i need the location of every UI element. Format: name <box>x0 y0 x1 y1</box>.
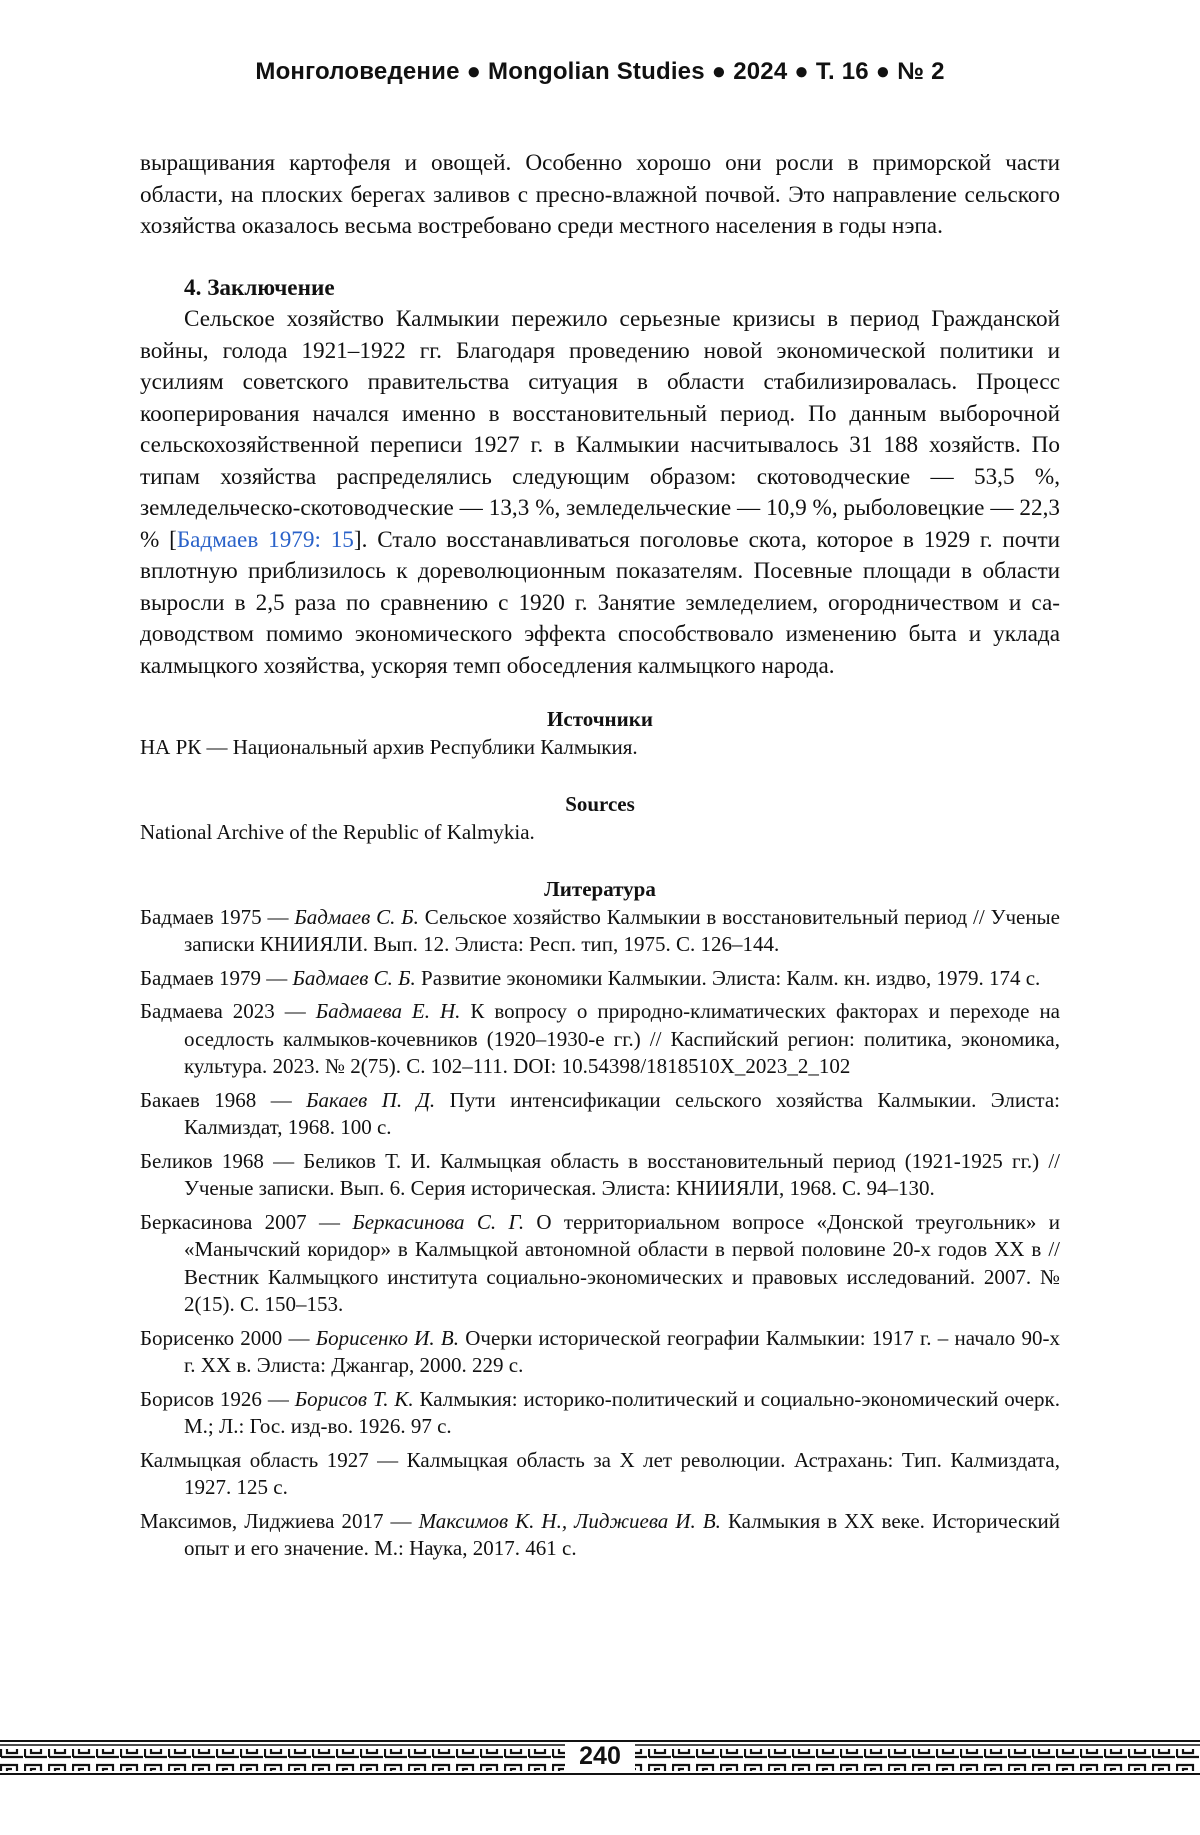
conclusion-paragraph <box>140 304 1060 682</box>
reference-author: Беркасинова С. Г. <box>352 1209 525 1234</box>
reference-key: Бадмаев 1979 — <box>140 965 293 990</box>
reference-text: Беликов Т. И. Калмыцкая область в восстановительный период (1921-1925 гг.) // Ученые записки. Вып. 6. Серия историческая. Элиста: КНИИЯЛИ, 1968. С. 94–130. <box>184 1148 1060 1200</box>
reference-author: Бадмаева Е. Н. <box>315 999 461 1023</box>
sources-en-title: Sources <box>565 792 635 816</box>
running-head: Монголоведение ● Mongolian Studies ● 2024 ● Т. 16 ● № 2 <box>255 58 945 85</box>
sources-en-section <box>140 791 1060 846</box>
reference-list <box>140 904 1060 1563</box>
literature-title: Литература <box>544 877 656 901</box>
reference-author: Бакаев П. Д. <box>306 1087 436 1112</box>
reference-text: Сельское хозяйство Калмыкии в восстановительный период // Ученые записки КНИИЯЛИ. Вып. 12. Элиста: Респ. тип, 1975. С. 126–144. <box>184 904 1060 956</box>
reference-key: Борисов 1926 — <box>140 1386 295 1411</box>
reference-item <box>140 1148 1060 1203</box>
sources-en-item: National Archive of the Republic of Kalmykia. <box>140 819 535 844</box>
reference-item <box>140 998 1060 1081</box>
literature-section <box>140 876 1060 1563</box>
reference-item <box>140 965 1060 993</box>
reference-key: Беликов 1968 — <box>140 1148 304 1173</box>
sources-ru-item: НА РК — Национальный архив Республики Калмыкия. <box>140 734 638 759</box>
reference-item <box>140 1447 1060 1502</box>
reference-item <box>140 1508 1060 1563</box>
page-footer <box>0 1738 1200 1778</box>
reference-item <box>140 1209 1060 1319</box>
intro-paragraph: выращивания картофеля и овощей. Особенно хорошо они росли в приморской части области, на плоских берегах заливов с пресно-влажной почвой. Это направление сельского хозяйства оказалось весьма востребовано среди местного населения в годы нэпа. <box>140 150 1060 239</box>
conclusion-text-after-citation: ]. Стало восстанавливаться поголовье скота, которое в 1929 г. почти вплотную приблизилось к дореволюционным показателям. Посевные площади в области выросли в 2,5 раза по сравнению с 1920 г. Занятие земледелием, огородничеством и садоводством помимо экономического эффекта способствовало изменению быта и уклада калмыцкого хозяйства, ускоряя темп обоседления калмыцкого народа. <box>140 526 1060 679</box>
reference-text: К вопросу о природно-климатических факторах и переходе на оседлость калмыков-кочевников (1920–1930-е гг.) // Каспийский регион: политика, экономика, культура. 2023. № 2(75). С. 102–111. DOI: 10.54398/1818510X_2023_2_102 <box>184 999 1061 1078</box>
sources-ru-title: Источники <box>547 707 653 731</box>
article-body <box>140 148 1060 1569</box>
page-number: 240 <box>565 1742 635 1771</box>
reference-text: Пути интенсификации сельского хозяйства Калмыкии. Элиста: Калмиздат, 1968. 100 с. <box>184 1087 1061 1139</box>
sources-ru-section <box>140 706 1060 761</box>
reference-author: Борисов Т. К. <box>294 1386 414 1411</box>
reference-text: Очерки исторической географии Калмыкии: 1917 г. – начало 90-х г. ХХ в. Элиста: Джангар, 2000. 229 с. <box>184 1325 1060 1377</box>
reference-author: Борисенко И. В. <box>315 1325 459 1350</box>
conclusion-heading: 4. Заключение <box>184 274 335 301</box>
reference-item <box>140 1087 1060 1142</box>
reference-key: Борисенко 2000 — <box>140 1325 316 1350</box>
reference-text: Калмыцкая область за Х лет революции. Астрахань: Тип. Калмиздата, 1927. 125 с. <box>184 1447 1060 1499</box>
reference-key: Калмыцкая область 1927 — <box>140 1447 407 1472</box>
citation-link[interactable]: Бадмаев 1979: 15 <box>176 526 354 553</box>
reference-text: Калмыкия в ХХ веке. Исторический опыт и его значение. М.: Наука, 2017. 461 с. <box>184 1508 1060 1560</box>
reference-item <box>140 1325 1060 1380</box>
reference-item <box>140 904 1060 959</box>
reference-key: Бадмаев 1975 — <box>140 904 295 929</box>
reference-key: Беркасинова 2007 — <box>140 1209 353 1234</box>
reference-author: Максимов К. Н., Лиджиева И. В. <box>418 1508 721 1533</box>
reference-text: Развитие экономики Калмыкии. Элиста: Калм. кн. издво, 1979. 174 с. <box>415 965 1041 990</box>
reference-text: О территориальном вопросе «Донской треугольник» и «Манычский коридор» в Калмыцкой автономной области в первой половине 20-х годов ХХ в // Вестник Калмыцкого института социально-экономических и правовых исследований. 2007. № 2(15). С. 150–153. <box>184 1209 1060 1316</box>
reference-key: Максимов, Лиджиева 2017 — <box>140 1508 419 1533</box>
reference-author: Бадмаев С. Б. <box>292 965 416 990</box>
conclusion-text-before-citation: Сельское хозяйство Калмыкии пережило серьезные кризисы в период Гражданской войны, голода 1921–1922 гг. Благодаря проведению новой экономической политики и усилиям советского правительства ситуация в области стабилизировалась. Процесс кооперирования начался именно в восстановительный период. По данным выборочной сельскохозяйственной переписи 1927 г. в Калмыкии насчитывалось 31 188 хозяйств. По типам хозяйства распределялись следующим образом: скотоводческие — 53,5 %, земледельческо-скотоводческие — 13,3 %, земледельческие — 10,9 %, рыболовецкие — 22,3 % [ <box>140 306 1060 553</box>
reference-text: Калмыкия: историко-политический и социально-экономический очерк. М.; Л.: Гос. изд-во. 1926. 97 с. <box>184 1386 1060 1438</box>
reference-key: Бакаев 1968 — <box>140 1087 307 1112</box>
reference-author: Бадмаев С. Б. <box>294 904 419 929</box>
reference-key: Бадмаева 2023 — <box>140 999 316 1023</box>
reference-item <box>140 1386 1060 1441</box>
